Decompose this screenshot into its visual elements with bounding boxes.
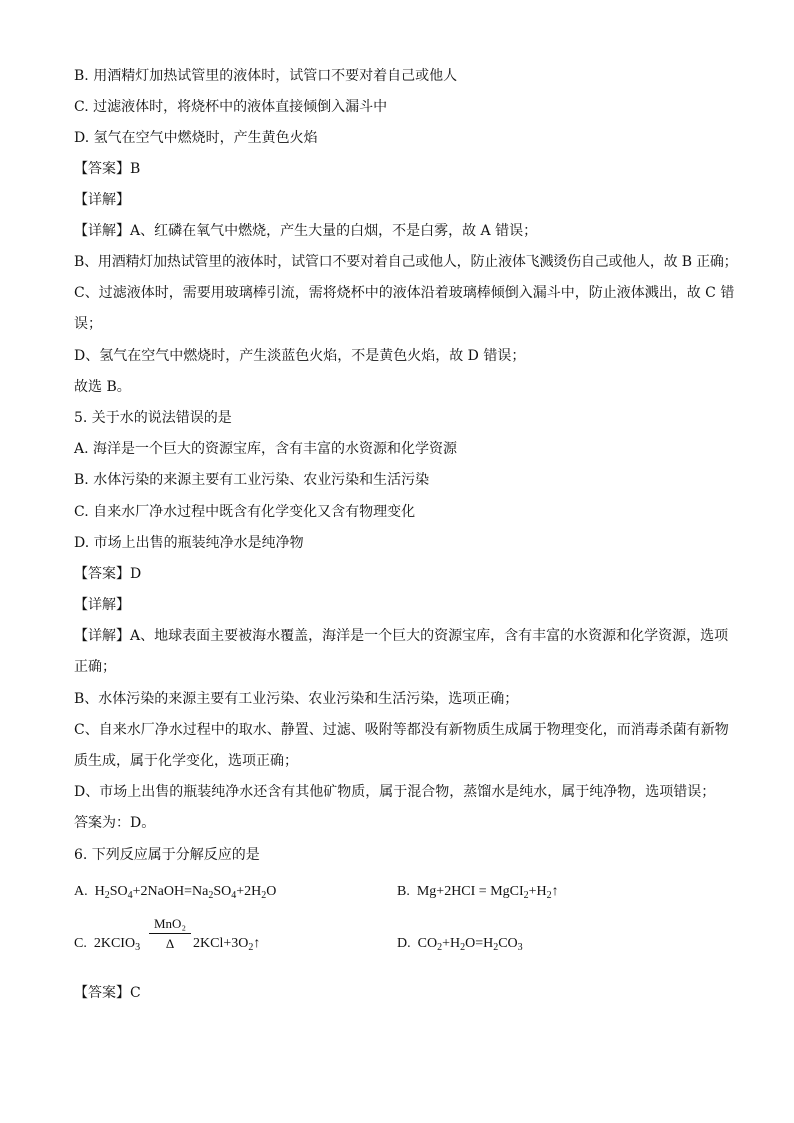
explanation-line: D、氢气在空气中燃烧时，产生淡蓝色火焰，不是黄色火焰，故 D 错误； xyxy=(74,348,526,364)
explanation-line: 质生成，属于化学变化，选项正确； xyxy=(74,753,298,769)
answer-label: 【答案】C xyxy=(74,985,141,1001)
explanation-line: B、用酒精灯加热试管里的液体时，试管口不要对着自己或他人，防止液体飞溅烫伤自己或他人，故 B 正确； xyxy=(74,254,738,270)
explanation-line: 【详解】A、地球表面主要被海水覆盖，海洋是一个巨大的资源宝库，含有丰富的水资源和化学资源，选项 xyxy=(74,628,729,644)
question-6: 6. 下列反应属于分解反应的是 xyxy=(74,847,260,863)
explanation-line: 正确； xyxy=(74,659,116,675)
option-label: B. xyxy=(397,884,410,899)
catalyst-label: MnO₂ xyxy=(154,916,186,931)
question-5: 5. 关于水的说法错误的是 xyxy=(74,410,232,426)
reaction-arrow-line xyxy=(149,933,191,934)
answer-label: 【答案】B xyxy=(74,161,141,177)
explanation-line: C、过滤液体时，需要用玻璃棒引流，需将烧杯中的液体沿着玻璃棒倾倒入漏斗中，防止液体溅出，故 C 错 xyxy=(74,285,735,301)
answer-label: 【答案】D xyxy=(74,566,142,582)
explanation-line: 误； xyxy=(74,316,102,332)
explanation-line: D、市场上出售的瓶装纯净水还含有其他矿物质，属于混合物，蒸馏水是纯水，属于纯净物，选项错误； xyxy=(74,784,716,800)
option-d: D. 市场上出售的瓶装纯净水是纯净物 xyxy=(74,535,304,551)
option-b: B. 水体污染的来源主要有工业污染、农业污染和生活污染 xyxy=(74,472,430,488)
explanation-line: 【详解】A、红磷在氧气中燃烧，产生大量的白烟，不是白雾，故 A 错误； xyxy=(74,223,538,239)
explanation-line: B、水体污染的来源主要有工业污染、农业污染和生活污染，选项正确； xyxy=(74,691,519,707)
explanation-heading: 【详解】 xyxy=(74,192,130,208)
option-c: C. 过滤液体时，将烧杯中的液体直接倾倒入漏斗中 xyxy=(74,99,388,115)
option-label: A. xyxy=(74,884,88,899)
heat-symbol: Δ xyxy=(165,936,175,951)
option-c-equation-left: C. $2KCIO_3$ xyxy=(74,936,141,953)
explanation-heading: 【详解】 xyxy=(74,597,130,613)
option-label: D. xyxy=(397,936,411,951)
reaction-condition xyxy=(149,916,191,952)
option-d: D. 氢气在空气中燃烧时，产生黄色火焰 xyxy=(74,130,318,146)
option-b-equation: B. $Mg+2HCI = MgCI_2+H_2↑$ xyxy=(397,884,559,901)
option-b: B. 用酒精灯加热试管里的液体时，试管口不要对着自己或他人 xyxy=(74,68,458,84)
option-c-equation-right: $2KCl+3O_2↑$ xyxy=(193,936,261,953)
option-c: C. 自来水厂净水过程中既含有化学变化又含有物理变化 xyxy=(74,504,416,520)
conclusion-line: 故选 B。 xyxy=(74,379,131,395)
option-a-equation: A. $H_2SO_4+2NaOH=Na_2SO_4+2H_2O$ xyxy=(74,884,277,901)
conclusion-line: 答案为：D。 xyxy=(74,815,156,831)
option-label: C. xyxy=(74,936,87,951)
option-a: A. 海洋是一个巨大的资源宝库，含有丰富的水资源和化学资源 xyxy=(74,441,458,457)
option-d-equation: D. $CO_2+H_2O=H_2CO_3$ xyxy=(397,936,523,953)
explanation-line: C、自来水厂净水过程中的取水、静置、过滤、吸附等都没有新物质生成属于物理变化，而消毒杀菌有新物 xyxy=(74,722,729,738)
